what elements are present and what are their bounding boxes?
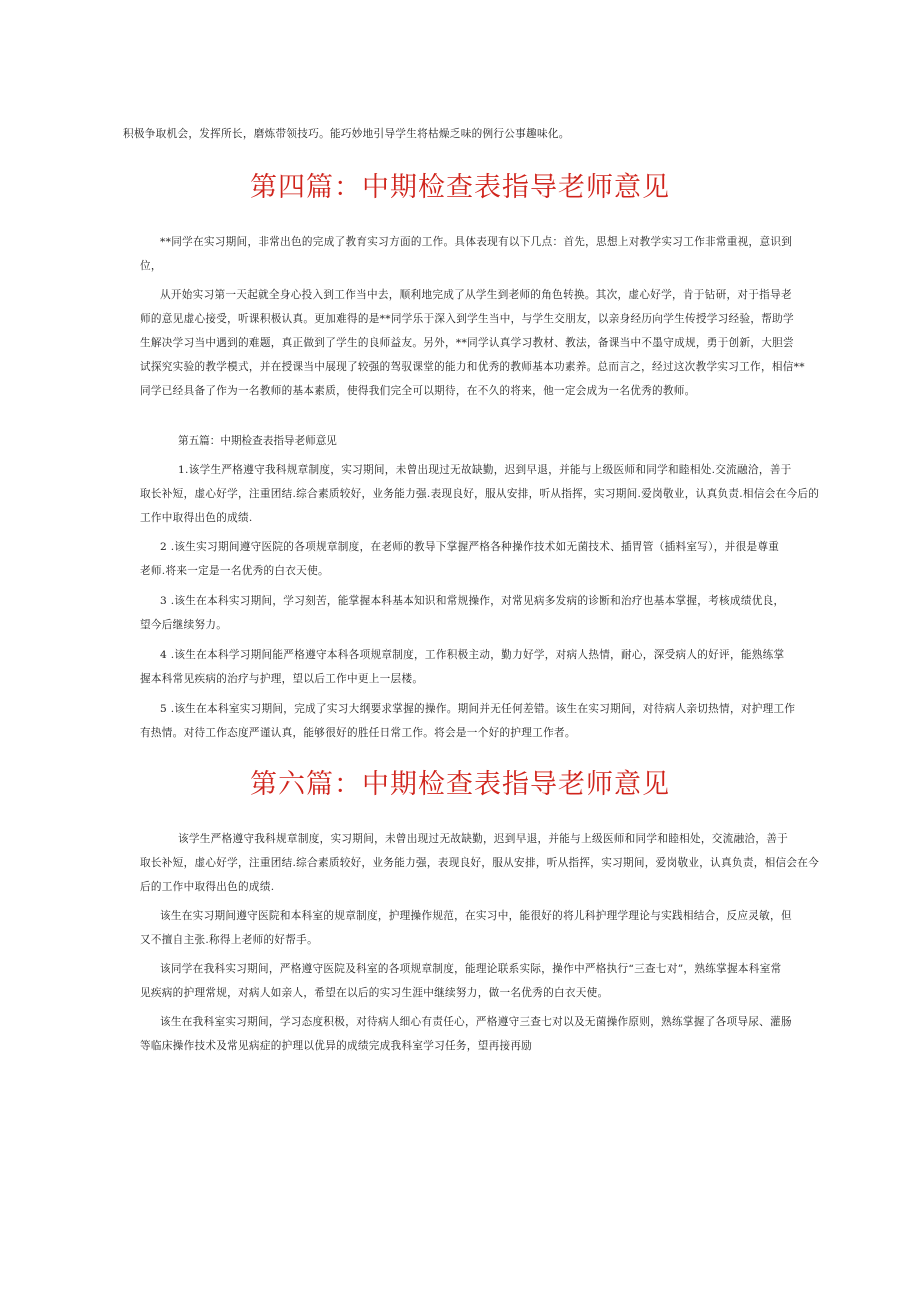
section4-para1-line: **同学在实习期间，非常出色的完成了教育实习方面的工作。具体表现有以下几点：首先，思想上对教学实习工作非常重视，意识到 [160,236,793,248]
section4-title: 第四篇：中期检查表指导老师意见 [250,172,670,203]
section5-item-line: 4 .该生在本科学习期间能严格遵守本科各项规章制度，工作积极主动，勤力好学，对病人热情，耐心，深受病人的好评，能熟练掌 [160,649,785,661]
section5-item-line: 望今后继续努力。 [140,619,228,631]
section4-para2-line: 生解决学习当中遇到的难题，真正做到了学生的良师益友。另外，**同学认真学习教材、教法，备课当中不墨守成规，勇于创新，大胆尝 [140,337,794,349]
section6-para-line: 该生在我科室实习期间，学习态度积极，对待病人细心有责任心，严格遵守三查七对以及无菌操作原则，熟练掌握了各项导尿、灌肠 [160,1016,792,1028]
section6-title: 第六篇：中期检查表指导老师意见 [250,769,670,800]
section5-item-line: 老师.将来一定是一名优秀的白衣天使。 [140,565,329,577]
section5-item-line: 有热情。对待工作态度严谨认真，能够很好的胜任日常工作。将会是一个好的护理工作者。 [140,727,576,739]
section4-para2-line: 同学已经具备了作为一名教师的基本素质，使得我们完全可以期待，在不久的将来，他一定会成为一名优秀的教师。 [140,385,696,397]
section6-para-line: 又不擅自主张.称得上老师的好帮手。 [140,934,318,946]
section6-para-line: 等临床操作技术及常见病症的护理以优异的成绩完成我科室学习任务，望再接再励 [140,1040,533,1052]
section6-para-line: 取长补短，虚心好学，注重团结.综合素质较好，业务能力强，表现良好，服从安排，听从指挥，实习期间，爱岗敬业，认真负责，相信会在今 [140,857,820,869]
section4-para2-line: 从开始实习第一天起就全身心投入到工作当中去，顺利地完成了从学生到老师的角色转换。其次，虚心好学，肯于钻研，对于指导老 [160,289,792,301]
intro-line: 积极争取机会，发挥所长，磨炼带领技巧。能巧妙地引导学生将枯燥乏味的例行公事趣味化。 [123,128,570,140]
section5-title: 第五篇：中期检查表指导老师意见 [178,435,337,447]
section4-para2-line: 试探究实验的教学模式，并在授课当中展现了较强的驾驭课堂的能力和优秀的教师基本功素养。总而言之，经过这次教学实习工作，相信** [140,361,805,373]
section5-item-line: 2 .该生实习期间遵守医院的各项规章制度，在老师的教导下掌握严格各种操作技术如无菌技术、插胃管（插料室写），并很是尊重 [160,541,780,553]
section5-item-line: 取长补短，虚心好学，注重团结.综合素质较好，业务能力强.表现良好，服从安排，听从指挥，实习期间.爱岗敬业，认真负责.相信会在今后的 [140,488,820,500]
section5-item-line: 握本科常见疾病的治疗与护理，望以后工作中更上一层楼。 [140,673,424,685]
section6-para-line: 该学生严格遵守我科规章制度，实习期间，未曾出现过无故缺勤，迟到早退，并能与上级医师和同学和睦相处，交流融洽，善于 [178,833,789,845]
section6-para-line: 见疾病的护理常规，对病人如亲人，希望在以后的实习生涯中继续努力，做一名优秀的白衣天使。 [140,987,609,999]
section6-para-line: 该生在实习期间遵守医院和本科室的规章制度，护理操作规范，在实习中，能很好的将儿科护理学理论与实践相结合，反应灵敏，但 [160,910,792,922]
section5-item-line: 3 .该生在本科实习期间，学习刻苦，能掌握本科基本知识和常规操作，对常见病多发病的诊断和治疗也基本掌握，考核成绩优良， [160,595,785,607]
section6-para-line: 后的工作中取得出色的成绩. [140,881,275,893]
section6-para-line: 该同学在我科实习期间，严格遵守医院及科室的各项规章制度，能理论联系实际，操作中严格执行“三查七对”，熟练掌握本科室常 [160,963,782,975]
section5-item-line: 工作中取得出色的成绩. [140,512,253,524]
section4-para2-line: 师的意见虚心接受，听课积极认真。更加难得的是**同学乐于深入到学生当中，与学生交朋友，以亲身经历向学生传授学习经验，帮助学 [140,313,794,325]
section5-item-line: 1.该学生严格遵守我科规章制度，实习期间，未曾出现过无故缺勤，迟到早退，并能与上级医师和同学和睦相处.交流融洽，善于 [178,464,792,476]
section4-para1-line: 位， [140,260,162,272]
section5-item-line: 5 .该生在本科室实习期间，完成了实习大纲要求掌握的操作。期间并无任何差错。该生在实习期间，对待病人亲切热情，对护理工作 [160,703,796,715]
